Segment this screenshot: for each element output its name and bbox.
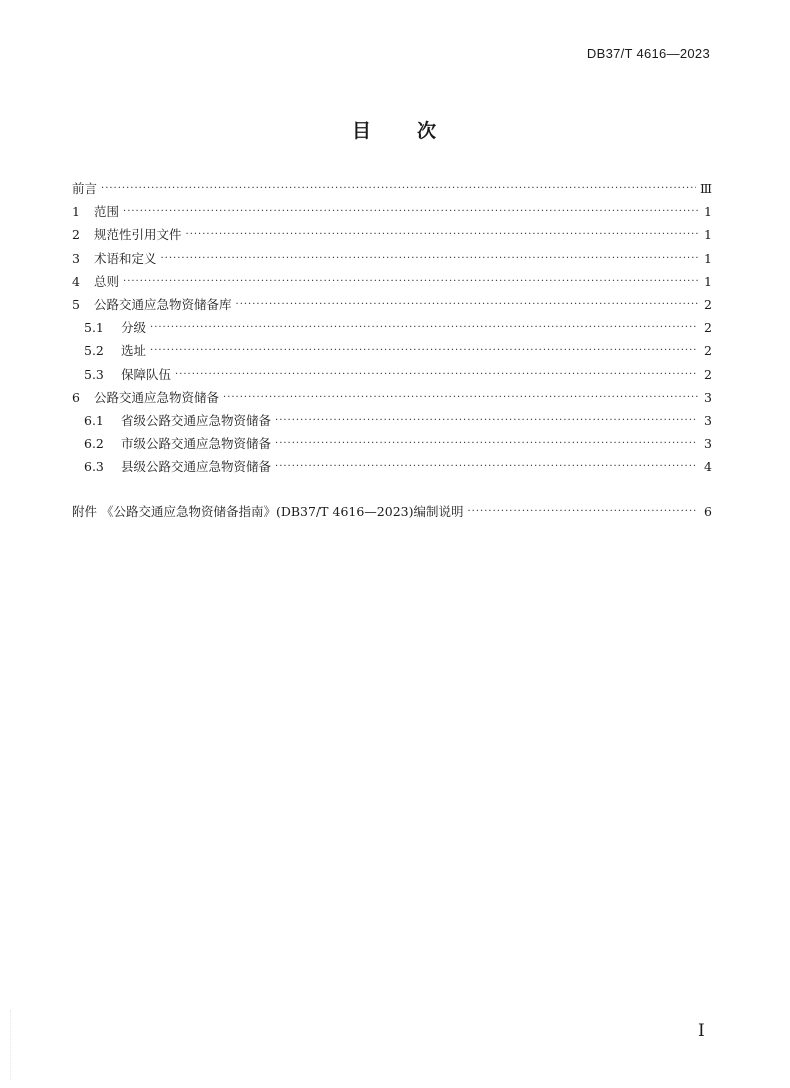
toc-entry-label: 保障队伍 <box>121 366 172 382</box>
toc-entry-number: 4 <box>72 273 80 289</box>
dot-leader <box>150 339 698 362</box>
toc-entry-label: 附件 《公路交通应急物资储备指南》(DB37/T 4616—2023)编制说明 <box>72 504 464 520</box>
toc-entry-page: 4 <box>704 459 712 475</box>
toc-entry-page: 1 <box>704 250 712 266</box>
toc-entry-label: 分级 <box>121 320 147 336</box>
toc-entry-label: 选址 <box>121 343 147 359</box>
toc-entry-page: 1 <box>704 273 712 289</box>
toc-entry-label: 前言 <box>72 181 98 196</box>
table-of-contents <box>72 177 712 524</box>
toc-subentry[interactable] <box>72 316 712 339</box>
title-char-1: 目 <box>351 120 373 142</box>
dot-leader <box>236 293 698 316</box>
toc-entry[interactable] <box>72 247 712 270</box>
dot-leader <box>123 200 698 223</box>
dot-leader <box>275 455 698 478</box>
toc-entry[interactable] <box>72 223 712 246</box>
dot-leader <box>275 409 698 432</box>
toc-entry-page: 3 <box>704 412 712 428</box>
toc-entry-number: 5.2 <box>84 343 104 359</box>
toc-entry-number: 5.3 <box>84 366 104 382</box>
toc-entry-number: 5 <box>72 296 80 312</box>
toc-entry-number: 6.2 <box>84 436 104 452</box>
title-char-2: 次 <box>417 120 439 142</box>
toc-entry-number: 3 <box>72 250 80 266</box>
toc-entry[interactable] <box>72 386 712 409</box>
dot-leader <box>223 386 698 409</box>
toc-subentry[interactable] <box>72 363 712 386</box>
toc-entry-page: 2 <box>704 320 712 336</box>
toc-entry[interactable] <box>72 270 712 293</box>
toc-entry-page: 6 <box>704 504 712 520</box>
toc-entry-number: 6 <box>72 389 80 405</box>
toc-entry-label: 县级公路交通应急物资储备 <box>121 459 272 475</box>
toc-entry-number: 5.1 <box>84 320 104 336</box>
dot-leader <box>101 177 696 200</box>
toc-entry-preface[interactable] <box>72 177 712 200</box>
toc-entry-label: 范围 <box>94 204 120 220</box>
toc-entry-label: 规范性引用文件 <box>94 227 182 243</box>
toc-subentry[interactable] <box>72 455 712 478</box>
toc-entry-page: 1 <box>704 204 712 220</box>
toc-entry-label: 术语和定义 <box>94 250 157 266</box>
toc-entry[interactable] <box>72 293 712 316</box>
document-code: DB37/T 4616—2023 <box>586 46 710 61</box>
page-number: I <box>698 1021 705 1041</box>
toc-subentry[interactable] <box>72 339 712 362</box>
toc-entry-label: 公路交通应急物资储备库 <box>94 296 232 312</box>
dot-leader <box>275 432 698 455</box>
page-title <box>0 116 790 143</box>
toc-entry-page: 2 <box>704 296 712 312</box>
dot-leader <box>186 223 698 246</box>
toc-entry-number: 1 <box>72 204 80 220</box>
dot-leader <box>150 316 698 339</box>
toc-entry-page: 2 <box>704 366 712 382</box>
dot-leader <box>123 270 698 293</box>
toc-entry-page: Ⅲ <box>699 181 712 196</box>
toc-entry-number: 6.1 <box>84 412 104 428</box>
toc-entry-appendix[interactable] <box>72 500 712 523</box>
toc-entry-page: 3 <box>704 436 712 452</box>
toc-subentry[interactable] <box>72 432 712 455</box>
dot-leader <box>175 363 698 386</box>
toc-entry-label: 省级公路交通应急物资储备 <box>121 412 272 428</box>
toc-entry[interactable] <box>72 200 712 223</box>
scan-edge-mark <box>10 1010 15 1080</box>
toc-entry-number: 6.3 <box>84 459 104 475</box>
dot-leader <box>468 500 699 523</box>
dot-leader <box>161 247 698 270</box>
toc-entry-label: 市级公路交通应急物资储备 <box>121 436 272 452</box>
toc-subentry[interactable] <box>72 409 712 432</box>
toc-entry-page: 2 <box>704 343 712 359</box>
toc-entry-number: 2 <box>72 227 80 243</box>
toc-entry-label: 公路交通应急物资储备 <box>94 389 220 405</box>
toc-entry-page: 1 <box>704 227 712 243</box>
toc-entry-label: 总则 <box>94 273 120 289</box>
toc-entry-page: 3 <box>704 389 712 405</box>
